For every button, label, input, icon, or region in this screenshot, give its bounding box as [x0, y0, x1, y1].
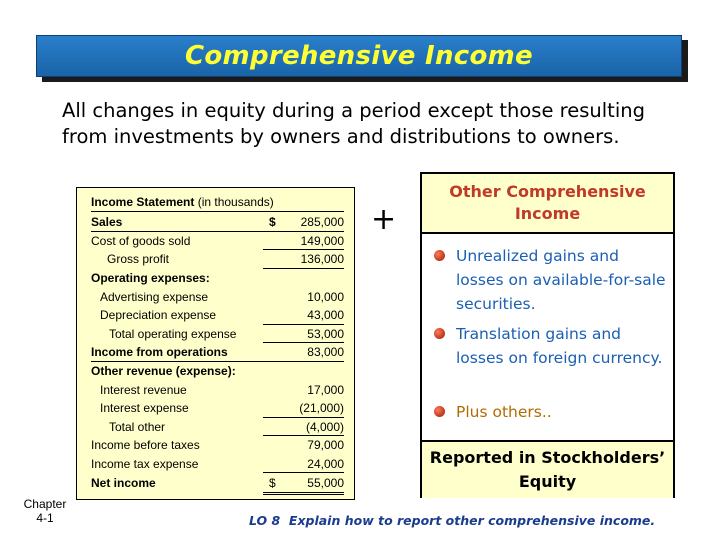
oci-bullet	[434, 400, 669, 424]
statement-row: Total operating expense 53,000	[109, 327, 344, 341]
subtotal-rule	[263, 268, 344, 269]
statement-row: Interest revenue 17,000	[100, 383, 344, 397]
subtotal-rule	[263, 472, 344, 473]
bullet-icon	[434, 328, 445, 339]
plus-sign: +	[371, 202, 397, 237]
subtotal-rule	[263, 435, 344, 436]
row-rule	[91, 361, 344, 362]
statement-heading-bold: Income Statement	[91, 195, 195, 209]
statement-row: Income from operations 83,000	[91, 345, 344, 359]
statement-row: Net income $ 55,000	[91, 476, 344, 490]
chapter-label	[20, 497, 70, 525]
oci-bullet	[434, 322, 669, 370]
bullet-icon	[434, 406, 445, 417]
row-rule	[91, 231, 344, 232]
statement-row: Interest expense (21,000)	[100, 401, 344, 415]
statement-row: Advertising expense 10,000	[100, 290, 344, 304]
learning-objective	[249, 513, 655, 528]
oci-bullet-text: Plus others..	[456, 403, 552, 421]
subtotal-rule	[263, 417, 344, 418]
subtotal-rule	[263, 324, 344, 325]
statement-row: Cost of goods sold 149,000	[91, 234, 344, 248]
title-bar	[36, 35, 682, 77]
total-rule	[263, 492, 344, 493]
income-statement	[76, 187, 355, 500]
heading-rule	[91, 211, 344, 212]
oci-panel	[420, 172, 675, 498]
statement-row: Income tax expense 24,000	[91, 457, 344, 471]
chapter-word: Chapter	[23, 497, 67, 511]
statement-row: Other revenue (expense):	[91, 364, 236, 378]
statement-row: Total other (4,000)	[109, 420, 344, 434]
bullet-icon	[434, 250, 445, 261]
total-rule	[263, 494, 344, 495]
statement-row: Gross profit 136,000	[107, 252, 344, 266]
definition-text: All changes in equity during a period except those resulting from investments by owners and distributions to owners.	[62, 99, 645, 148]
slide-title: Comprehensive Income	[185, 41, 533, 71]
learning-objective-text: LO 8 Explain how to report other comprehensive income.	[249, 513, 656, 528]
statement-row: Depreciation expense 43,000	[100, 308, 344, 322]
oci-header: Other Comprehensive Income	[422, 174, 673, 234]
oci-bullet-text: Unrealized gains and losses on available-for-sale securities.	[456, 247, 666, 313]
subtotal-rule	[263, 249, 344, 250]
statement-heading-units: (in thousands)	[194, 195, 274, 209]
statement-row: Sales $ 285,000	[91, 215, 344, 229]
statement-heading	[91, 194, 344, 212]
statement-row: Operating expenses:	[91, 271, 210, 285]
oci-bullet-text: Translation gains and losses on foreign currency.	[456, 325, 663, 367]
chapter-number: 4-1	[36, 511, 54, 525]
subtotal-rule	[263, 342, 344, 343]
oci-footer: Reported in Stockholders’ Equity	[422, 440, 673, 498]
statement-row: Income before taxes 79,000	[91, 438, 344, 452]
oci-bullet	[434, 244, 669, 316]
